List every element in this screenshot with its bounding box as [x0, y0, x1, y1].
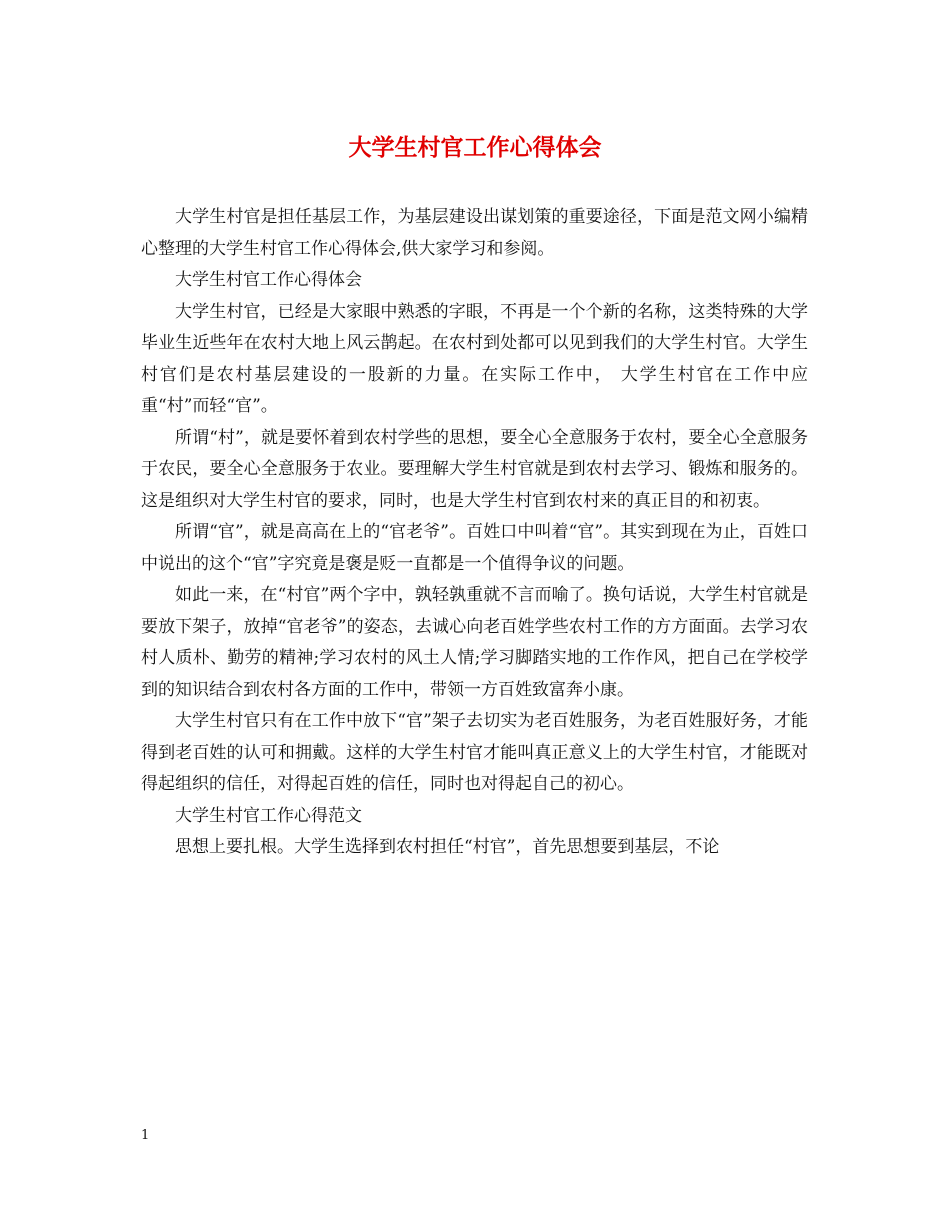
paragraph-body: 大学生村官只有在工作中放下“官”架子去切实为老百姓服务，为老百姓服好务，才能得到老百姓的认可和拥戴。这样的大学生村官才能叫真正意义上的大学生村官，才能既对得起组织的信任，对得起百姓的信任，同时也对得起自己的初心。	[141, 711, 808, 794]
paragraph-body: 所谓“官”，就是高高在上的“官老爷”。百姓口中叫着“官”。其实到现在为止，百姓口中说出的这个“官”字究竟是褒是贬一直都是一个值得争议的问题。	[141, 522, 808, 574]
section-heading-sample: 大学生村官工作心得范文	[175, 805, 362, 826]
paragraph-intro: 大学生村官是担任基层工作，为基层建设出谋划策的重要途径，下面是范文网小编精心整理的大学生村官工作心得体会,供大家学习和参阅。	[141, 207, 808, 259]
paragraph-body: 如此一来，在“村官”两个字中，孰轻孰重就不言而喻了。换句话说，大学生村官就是要放下架子，放掉“官老爷”的姿态，去诚心向老百姓学些农村工作的方方面面。去学习农村人质朴、勤劳的精神;学习农村的风土人情;学习脚踏实地的工作作风，把自己在学校学到的知识结合到农村各方面的工作中，带领一方百姓致富奔小康。	[141, 585, 808, 700]
paragraph-body: 所谓“村”，就是要怀着到农村学些的思想，要全心全意服务于农村，要全心全意服务于农民，要全心全意服务于农业。要理解大学生村官就是到农村去学习、锻炼和服务的。这是组织对大学生村官的要求，同时，也是大学生村官到农村来的真正目的和初衷。	[141, 427, 808, 511]
paragraph-body: 思想上要扎根。大学生选择到农村担任“村官”，首先思想要到基层，不论	[175, 837, 720, 857]
document-body	[141, 202, 808, 864]
page-number: 1	[141, 1128, 150, 1143]
section-heading-experience: 大学生村官工作心得体会	[175, 270, 362, 290]
paragraph-body: 大学生村官，已经是大家眼中熟悉的字眼，不再是一个个新的名称，这类特殊的大学毕业生近些年在农村大地上风云鹊起。在农村到处都可以见到我们的大学生村官。大学生村官们是农村基层建设的一股新的力量。在实际工作中， 大学生村官在工作中应重“村”而轻“官”。	[141, 301, 808, 416]
document-title: 大学生村官工作心得体会	[348, 134, 602, 161]
